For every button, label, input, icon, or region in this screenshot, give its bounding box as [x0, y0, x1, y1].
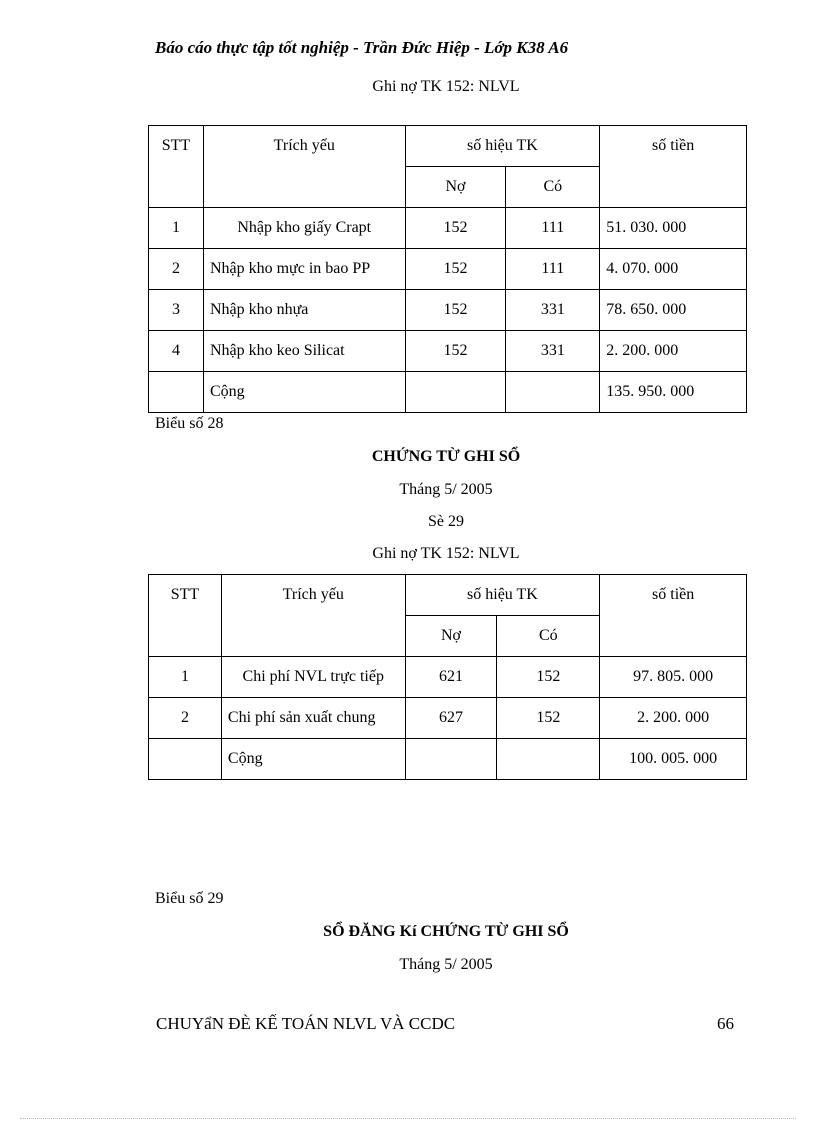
table-row: [149, 657, 747, 698]
cell-co: 152: [497, 698, 600, 739]
header-so-tien: số tiền: [600, 575, 747, 657]
section2-subtitle: Ghi nợ TK 152: NLVL: [372, 545, 520, 562]
cell-stt: 4: [149, 331, 204, 372]
cell-empty: [405, 739, 497, 780]
cell-so-tien: 2. 200. 000: [600, 331, 747, 372]
cell-empty: [405, 372, 506, 413]
cell-empty: [497, 739, 600, 780]
header-trich-yeu: Trích yếu: [221, 575, 405, 657]
total-amount: 135. 950. 000: [600, 372, 747, 413]
ledger-table-1: [148, 125, 747, 413]
footer-title: CHUYẩN ĐÈ KẾ TOÁN NLVL VÀ CCDC: [156, 1014, 456, 1033]
cell-stt: 1: [149, 208, 204, 249]
cell-co: 152: [497, 657, 600, 698]
section2-month: Tháng 5/ 2005: [399, 481, 493, 498]
total-label: Cộng: [203, 372, 405, 413]
cell-trich-yeu: Chi phí sản xuất chung: [221, 698, 405, 739]
header-so-hieu: số hiệu TK: [405, 126, 600, 167]
section2-title: CHỨNG TỪ GHI SỔ: [371, 448, 521, 465]
header-so-tien: số tiền: [600, 126, 747, 208]
cell-so-tien: 97. 805. 000: [600, 657, 747, 698]
page-bottom-border: [20, 1118, 796, 1119]
cell-trich-yeu: Nhập kho keo Silicat: [203, 331, 405, 372]
table-header-row: [149, 126, 747, 167]
cell-co: 331: [506, 290, 600, 331]
header-no: Nợ: [405, 616, 497, 657]
table-row: [149, 331, 747, 372]
table-row: [149, 208, 747, 249]
cell-so-tien: 4. 070. 000: [600, 249, 747, 290]
bieu-so-29: Biểu số 29: [155, 890, 224, 907]
cell-no: 627: [405, 698, 497, 739]
cell-no: 621: [405, 657, 497, 698]
cell-stt: 2: [149, 698, 222, 739]
table-row: [149, 290, 747, 331]
table-header-row: [149, 575, 747, 616]
section3-title: SỔ ĐĂNG Kí CHỨNG TỪ GHI SỔ: [323, 923, 569, 940]
total-label: Cộng: [221, 739, 405, 780]
header-co: Có: [497, 616, 600, 657]
cell-so-tien: 51. 030. 000: [600, 208, 747, 249]
total-amount: 100. 005. 000: [600, 739, 747, 780]
cell-no: 152: [405, 331, 506, 372]
table-row: [149, 249, 747, 290]
cell-trich-yeu: Nhập kho nhựa: [203, 290, 405, 331]
ledger-table-2: [148, 574, 747, 780]
table-total-row: [149, 739, 747, 780]
header-so-hieu: số hiệu TK: [405, 575, 600, 616]
header-no: Nợ: [405, 167, 506, 208]
cell-co: 111: [506, 249, 600, 290]
cell-stt: 1: [149, 657, 222, 698]
table-row: [149, 698, 747, 739]
page-header: Báo cáo thực tập tốt nghiệp - Trần Đức Hiệp - Lớp K38 A6: [155, 38, 569, 57]
cell-empty: [506, 372, 600, 413]
cell-empty: [149, 372, 204, 413]
cell-trich-yeu: Nhập kho giấy Crapt: [203, 208, 405, 249]
page-number: 66: [717, 1014, 734, 1033]
cell-no: 152: [405, 290, 506, 331]
cell-so-tien: 2. 200. 000: [600, 698, 747, 739]
header-trich-yeu: Trích yếu: [203, 126, 405, 208]
cell-no: 152: [405, 249, 506, 290]
cell-no: 152: [405, 208, 506, 249]
cell-co: 331: [506, 331, 600, 372]
cell-trich-yeu: Nhập kho mực in bao PP: [203, 249, 405, 290]
table-total-row: [149, 372, 747, 413]
section3-month: Tháng 5/ 2005: [399, 956, 493, 973]
cell-stt: 3: [149, 290, 204, 331]
header-co: Có: [506, 167, 600, 208]
cell-trich-yeu: Chi phí NVL trực tiếp: [221, 657, 405, 698]
header-stt: STT: [149, 126, 204, 208]
section1-subtitle: Ghi nợ TK 152: NLVL: [372, 78, 520, 95]
cell-stt: 2: [149, 249, 204, 290]
cell-empty: [149, 739, 222, 780]
header-stt: STT: [149, 575, 222, 657]
section2-so: Sè 29: [428, 513, 464, 530]
cell-co: 111: [506, 208, 600, 249]
cell-so-tien: 78. 650. 000: [600, 290, 747, 331]
bieu-so-28: Biểu số 28: [155, 415, 224, 432]
